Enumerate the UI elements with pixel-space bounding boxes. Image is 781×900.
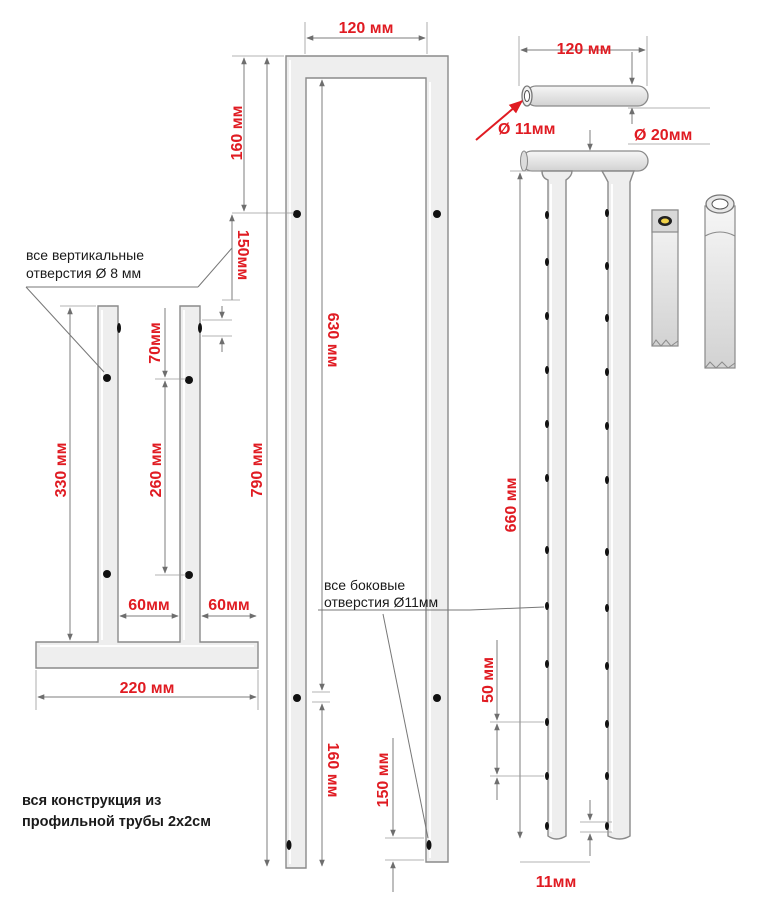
label-inner-diameter: Ø 11мм (498, 121, 556, 138)
label-inner-length: 630 мм (324, 312, 341, 368)
stand-hole (103, 570, 111, 578)
note-material-1: вся конструкция из (22, 793, 162, 809)
note-side-holes-1: все боковые (324, 577, 406, 593)
frame-side-hole (287, 840, 292, 850)
right-leg-right (602, 171, 634, 839)
label-bottom-hole-offset: 150 мм (375, 752, 392, 808)
label-hole-pitch: 50 мм (480, 657, 497, 703)
label-top-frame-height: 160 мм (229, 105, 246, 161)
note-side-holes-2: отверстия Ø11мм (324, 594, 439, 610)
label-top-frame-width: 120 мм (338, 20, 394, 37)
label-outer-diameter: Ø 20мм (634, 127, 693, 144)
label-stand-height: 330 мм (53, 442, 70, 498)
label-bottom-section: 160 мм (324, 742, 341, 798)
center-frame (286, 56, 448, 868)
frame-hole (293, 210, 301, 218)
label-stand-hole-offset: 70мм (147, 322, 164, 364)
label-stand-side: 60мм (208, 597, 250, 614)
label-stand-base: 220 мм (119, 680, 175, 697)
right-dimensions (318, 36, 710, 862)
label-top-hole-offset: 150мм (234, 229, 251, 281)
note-material-2: профильной трубы 2х2см (22, 814, 211, 830)
stand-hole (185, 571, 193, 579)
stand-side-hole (117, 323, 121, 333)
note-vertical-holes-2: отверстия Ø 8 мм (26, 265, 142, 281)
label-right-width: 120 мм (556, 41, 612, 58)
label-stand-hole-spacing: 260 мм (148, 442, 165, 498)
frame-hole (433, 210, 441, 218)
frame-side-hole (427, 840, 432, 850)
round-tube-detail (705, 195, 735, 368)
round-tube (526, 86, 648, 106)
label-hole-size: 11мм (535, 874, 577, 891)
stand-hole (185, 376, 193, 384)
right-leg-left (542, 171, 572, 839)
right-assembly (521, 86, 736, 839)
frame-hole (433, 694, 441, 702)
center-frame-body (286, 56, 448, 868)
frame-hole (293, 694, 301, 702)
label-stand-gap: 60мм (128, 597, 170, 614)
stand-hole (103, 374, 111, 382)
label-right-length: 660 мм (503, 477, 520, 533)
square-tube-detail (652, 210, 678, 346)
label-total-length: 790 мм (249, 442, 266, 498)
note-vertical-holes-1: все вертикальные (26, 247, 144, 263)
crossbar-tube (522, 151, 648, 171)
stand-side-hole (198, 323, 202, 333)
